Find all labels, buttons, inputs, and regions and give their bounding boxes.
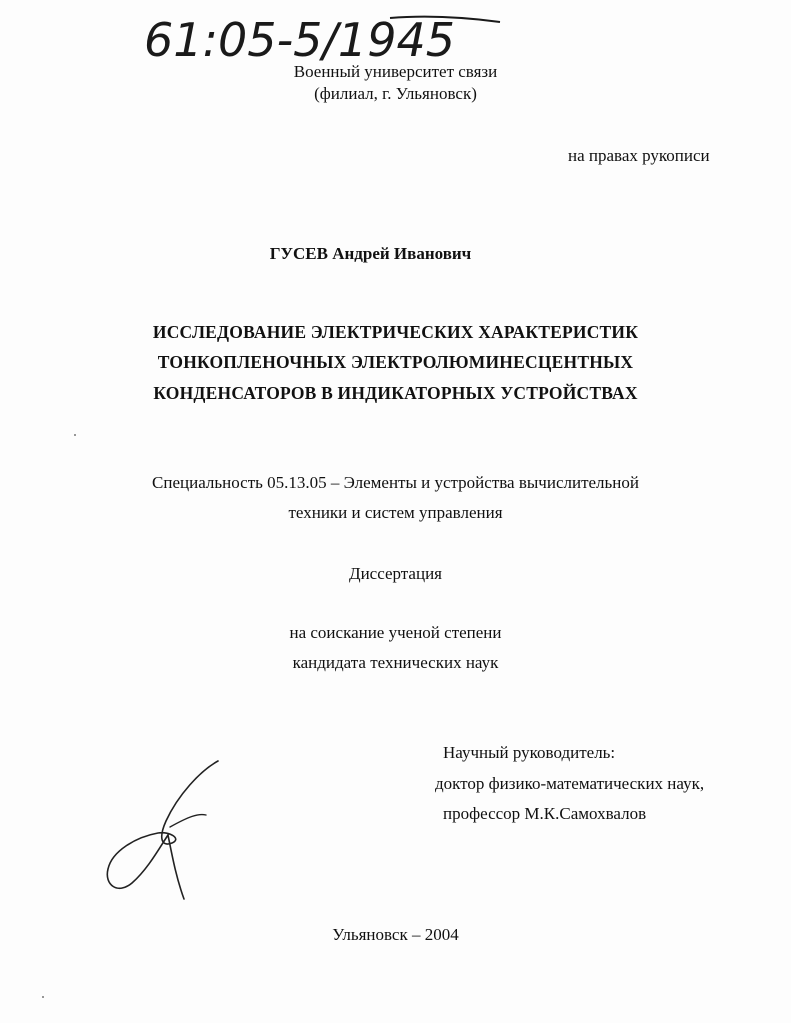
title-line-3: КОНДЕНСАТОРОВ В ИНДИКАТОРНЫХ УСТРОЙСТВАХ — [153, 383, 638, 403]
degree-line-1: на соискание ученой степени — [289, 623, 502, 642]
place-and-year: Ульяновск – 2004 — [332, 925, 459, 944]
degree-line-2: кандидата технических наук — [292, 653, 499, 672]
handwritten-signature — [100, 755, 220, 905]
scan-speck — [74, 434, 76, 436]
supervisor-name: профессор М.К.Самохвалов — [443, 804, 647, 823]
institution-name: Военный университет связи — [293, 62, 498, 81]
author-name: ГУСЕВ Андрей Иванович — [269, 244, 472, 263]
catalog-code-text: 61:05-5/1945 — [144, 13, 455, 67]
specialty-line-1: Специальность 05.13.05 – Элементы и устройства вычислительной — [152, 473, 639, 492]
institution-branch: (филиал, г. Ульяновск) — [314, 84, 477, 103]
manuscript-note: на правах рукописи — [568, 146, 710, 165]
specialty-line-2: техники и систем управления — [288, 503, 503, 522]
document-type: Диссертация — [348, 564, 442, 583]
supervisor-degree: доктор физико-математических наук, — [435, 774, 705, 793]
supervisor-label: Научный руководитель: — [443, 743, 616, 762]
title-line-1: ИССЛЕДОВАНИЕ ЭЛЕКТРИЧЕСКИХ ХАРАКТЕРИСТИК — [152, 322, 639, 342]
scan-speck — [42, 996, 44, 998]
title-line-2: ТОНКОПЛЕНОЧНЫХ ЭЛЕКТРОЛЮМИНЕСЦЕНТНЫХ — [157, 352, 634, 372]
